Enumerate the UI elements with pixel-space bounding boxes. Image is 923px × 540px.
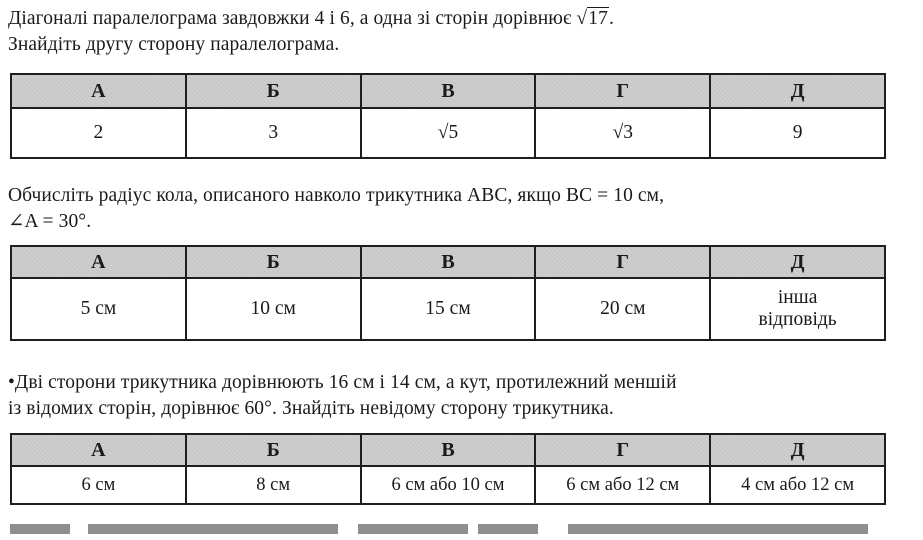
header-cell-a: А xyxy=(11,246,186,278)
question-3-line-2: із відомих сторін, дорівнює 60°. Знайдіть невідому сторону трикутника. xyxy=(8,398,614,419)
answer-header-row xyxy=(11,246,885,278)
header-cell-a: А xyxy=(11,74,186,108)
answer-row xyxy=(11,466,885,504)
answer-row xyxy=(11,278,885,340)
answer-row xyxy=(11,108,885,158)
header-cell-d: Д xyxy=(710,434,885,466)
header-cell-g: Г xyxy=(535,246,710,278)
answer-cell-a[interactable]: 2 xyxy=(11,108,186,158)
header-cell-b: Б xyxy=(186,74,361,108)
answer-cell-v[interactable]: 15 см xyxy=(361,278,536,340)
answer-cell-g[interactable]: √3 xyxy=(535,108,710,158)
answer-cell-g[interactable]: 20 см xyxy=(535,278,710,340)
header-cell-g: Г xyxy=(535,434,710,466)
radicand: 17 xyxy=(588,8,608,29)
header-cell-b: Б xyxy=(186,434,361,466)
header-cell-d: Д xyxy=(710,74,885,108)
question-1-line-2: Знайдіть другу сторону паралелограма. xyxy=(8,34,340,55)
answer-cell-d[interactable]: 9 xyxy=(710,108,885,158)
answer-cell-d-line-2: відповідь xyxy=(758,309,837,330)
answer-cell-d[interactable] xyxy=(710,278,885,340)
answer-header-row xyxy=(11,434,885,466)
answer-cell-g[interactable]: 6 см або 12 см xyxy=(535,466,710,504)
header-cell-v: В xyxy=(361,246,536,278)
header-cell-v: В xyxy=(361,74,536,108)
question-2-line-1: Обчисліть радіус кола, описаного навколо трикутника ABC, якщо BC = 10 см, xyxy=(8,185,665,206)
question-2-text xyxy=(8,183,908,235)
answer-cell-b[interactable]: 10 см xyxy=(186,278,361,340)
header-cell-d: Д xyxy=(710,246,885,278)
header-cell-b: Б xyxy=(186,246,361,278)
answer-cell-b[interactable]: 8 см xyxy=(186,466,361,504)
header-cell-g: Г xyxy=(535,74,710,108)
question-1-line-1 xyxy=(8,6,908,32)
answer-table-1 xyxy=(10,73,886,159)
answer-cell-d-line-1: інша xyxy=(777,287,818,308)
answer-cell-b[interactable]: 3 xyxy=(186,108,361,158)
question-3-line-1: •Дві сторони трикутника дорівнюють 16 см і 14 см, а кут, протилежний меншій xyxy=(8,372,677,393)
answer-header-row xyxy=(11,74,885,108)
answer-cell-a[interactable]: 6 см xyxy=(11,466,186,504)
question-1-line-1-text: Діагоналі паралелограма завдовжки 4 і 6, а одна зі сторін дорівнює xyxy=(8,8,577,29)
question-3-text xyxy=(8,370,908,422)
answer-cell-v[interactable]: √5 xyxy=(361,108,536,158)
answer-cell-d[interactable]: 4 см або 12 см xyxy=(710,466,885,504)
answer-table-2 xyxy=(10,245,886,341)
question-2-line-2: ∠A = 30°. xyxy=(8,211,92,232)
cropped-next-question xyxy=(8,520,908,540)
header-cell-v: В xyxy=(361,434,536,466)
header-cell-a: А xyxy=(11,434,186,466)
sqrt-symbol: √ xyxy=(576,8,588,29)
period: . xyxy=(608,8,614,29)
question-1-text xyxy=(8,6,908,58)
answer-cell-a[interactable]: 5 см xyxy=(11,278,186,340)
answer-cell-v[interactable]: 6 см або 10 см xyxy=(361,466,536,504)
answer-table-3 xyxy=(10,433,886,505)
